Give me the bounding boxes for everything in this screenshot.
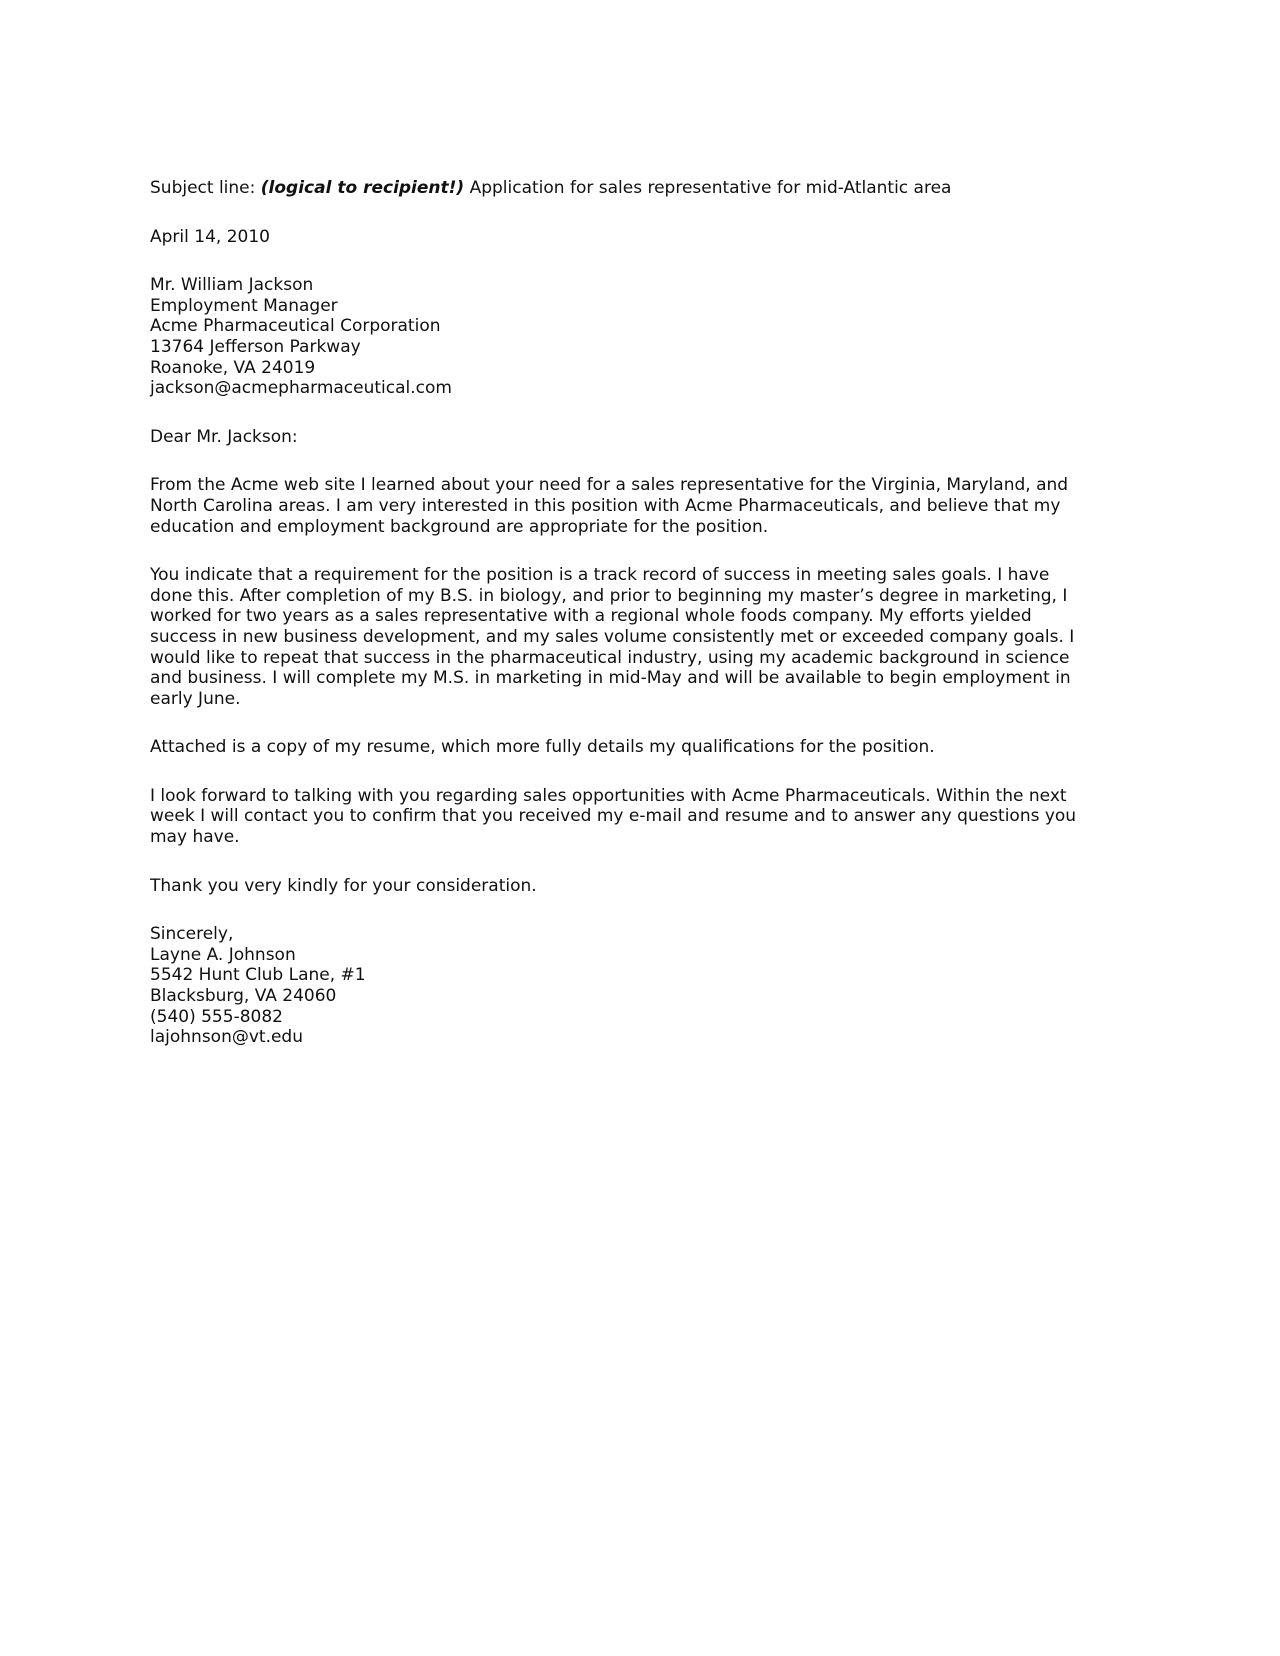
salutation-text: Dear Mr. Jackson: xyxy=(150,426,298,447)
sender-name: Layne A. Johnson xyxy=(150,944,296,965)
paragraph-thanks xyxy=(150,876,1130,897)
paragraph-line: Thank you very kindly for your consideration. xyxy=(150,875,537,896)
paragraph-line: would like to repeat that success in the pharmaceutical industry, using my academic background in science xyxy=(150,647,1070,668)
paragraph-line: You indicate that a requirement for the position is a track record of success in meeting sales goals. I have xyxy=(150,565,1050,586)
salutation xyxy=(150,427,1130,448)
subject-emphasis: (logical to recipient!) xyxy=(260,178,465,198)
paragraph-line: success in new business development, and my sales volume consistently met or exceeded company goals. I xyxy=(150,626,1075,647)
recipient-title: Employment Manager xyxy=(150,295,338,316)
subject-prefix: Subject line: xyxy=(150,178,256,198)
sender-street: 5542 Hunt Club Lane, #1 xyxy=(150,965,366,986)
letter-page xyxy=(150,178,1130,1076)
closing-text: Sincerely, xyxy=(150,924,234,945)
letter-date xyxy=(150,227,1130,248)
paragraph-follow-up xyxy=(150,786,1130,848)
paragraph-line: worked for two years as a sales representative with a regional whole foods company. My efforts yielded xyxy=(150,606,1032,627)
paragraph-line: I look forward to talking with you regarding sales opportunities with Acme Pharmaceuticals. Within the next xyxy=(150,785,1067,806)
paragraph-line: and business. I will complete my M.S. in marketing in mid-May and will be available to begin employment in xyxy=(150,668,1071,689)
subject-line xyxy=(150,178,1130,199)
date-text: April 14, 2010 xyxy=(150,226,270,247)
paragraph-intro xyxy=(150,475,1130,537)
paragraph-line: North Carolina areas. I am very interested in this position with Acme Pharmaceuticals, and believe that my xyxy=(150,495,1061,516)
subject-text: Application for sales representative for mid-Atlantic area xyxy=(469,178,952,198)
recipient-city: Roanoke, VA 24019 xyxy=(150,357,316,378)
paragraph-qualifications xyxy=(150,565,1130,709)
paragraph-line: done this. After completion of my B.S. in biology, and prior to beginning my master’s degree in marketing, I xyxy=(150,585,1068,606)
paragraph-line: education and employment background are appropriate for the position. xyxy=(150,516,769,537)
recipient-name: Mr. William Jackson xyxy=(150,275,314,296)
recipient-address-block xyxy=(150,275,1130,399)
recipient-street: 13764 Jefferson Parkway xyxy=(150,336,361,357)
paragraph-line: week I will contact you to confirm that you received my e-mail and resume and to answer any questions you xyxy=(150,806,1077,827)
signature-block xyxy=(150,924,1130,1048)
paragraph-line: From the Acme web site I learned about your need for a sales representative for the Virginia, Maryland, and xyxy=(150,475,1069,496)
sender-email: lajohnson@vt.edu xyxy=(150,1027,303,1048)
recipient-company: Acme Pharmaceutical Corporation xyxy=(150,316,441,337)
sender-city: Blacksburg, VA 24060 xyxy=(150,986,337,1007)
paragraph-line: may have. xyxy=(150,827,240,848)
paragraph-line: early June. xyxy=(150,688,241,709)
recipient-email: jackson@acmepharmaceutical.com xyxy=(150,378,452,399)
sender-phone: (540) 555-8082 xyxy=(150,1006,283,1027)
paragraph-line: Attached is a copy of my resume, which more fully details my qualifications for the position. xyxy=(150,737,935,758)
paragraph-attachment xyxy=(150,737,1130,758)
